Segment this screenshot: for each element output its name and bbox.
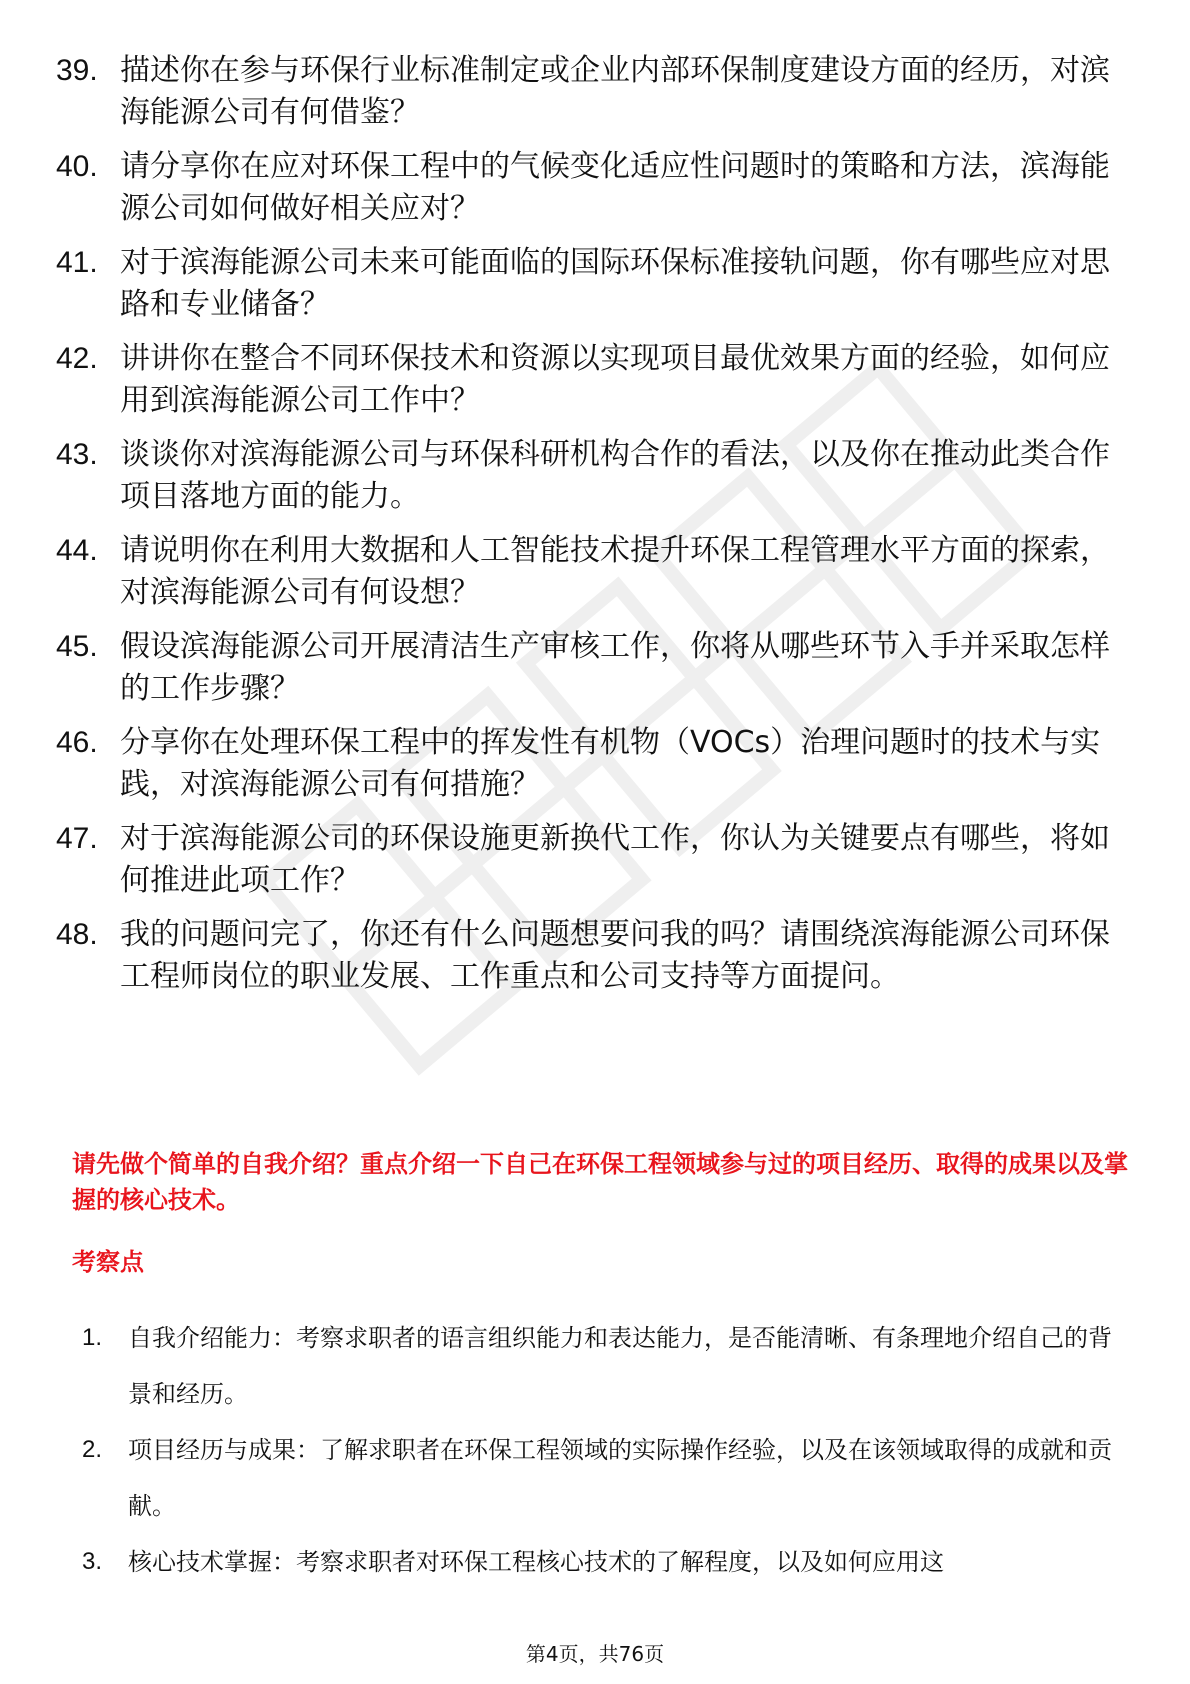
list-item: [56, 242, 1136, 326]
question-text: 讲讲你在整合不同环保技术和资源以实现项目最优效果方面的经验，如何应用到滨海能源公司工作中？: [120, 341, 1110, 418]
question-text: 描述你在参与环保行业标准制定或企业内部环保制度建设方面的经历，对滨海能源公司有何借鉴？: [120, 53, 1110, 130]
point-text: 核心技术掌握：考察求职者对环保工程核心技术的了解程度，以及如何应用这: [128, 1548, 944, 1576]
list-item: [56, 722, 1136, 806]
question-text: 请说明你在利用大数据和人工智能技术提升环保工程管理水平方面的探索，对滨海能源公司有何设想？: [120, 533, 1110, 610]
assessment-points-list: [82, 1310, 1132, 1590]
list-item: [82, 1534, 1132, 1590]
question-number: 43.: [56, 438, 98, 471]
question-text: 请分享你在应对环保工程中的气候变化适应性问题时的策略和方法，滨海能源公司如何做好相关应对？: [120, 149, 1110, 226]
question-text: 分享你在处理环保工程中的挥发性有机物（VOCs）治理问题时的技术与实践，对滨海能源公司有何措施？: [120, 725, 1101, 802]
list-item: [56, 530, 1136, 614]
page-footer: 第4页，共76页: [525, 1642, 665, 1666]
question-number: 48.: [56, 918, 98, 951]
point-number: 1.: [82, 1324, 103, 1351]
question-text: 对于滨海能源公司未来可能面临的国际环保标准接轨问题，你有哪些应对思路和专业储备？: [120, 245, 1110, 322]
question-number: 39.: [56, 54, 98, 87]
list-item: [56, 818, 1136, 902]
list-item: [82, 1310, 1132, 1422]
list-item: [56, 50, 1136, 134]
list-item: [82, 1422, 1132, 1534]
question-number: 47.: [56, 822, 98, 855]
list-item: [56, 146, 1136, 230]
question-number: 44.: [56, 534, 98, 567]
question-number: 41.: [56, 246, 98, 279]
question-number: 40.: [56, 150, 98, 183]
point-number: 2.: [82, 1436, 103, 1463]
list-item: [56, 434, 1136, 518]
list-item: [56, 338, 1136, 422]
question-text: 谈谈你对滨海能源公司与环保科研机构合作的看法，以及你在推动此类合作项目落地方面的能力。: [120, 437, 1110, 514]
self-intro-prompt: 请先做个简单的自我介绍？重点介绍一下自己在环保工程领域参与过的项目经历、取得的成果以及掌握的核心技术。: [72, 1150, 1128, 1214]
question-text: 对于滨海能源公司的环保设施更新换代工作，你认为关键要点有哪些，将如何推进此项工作？: [120, 821, 1110, 898]
question-number: 45.: [56, 630, 98, 663]
question-text: 假设滨海能源公司开展清洁生产审核工作，你将从哪些环节入手并采取怎样的工作步骤？: [120, 629, 1110, 706]
list-item: [56, 626, 1136, 710]
list-item: [56, 914, 1136, 998]
point-text: 项目经历与成果：了解求职者在环保工程领域的实际操作经验，以及在该领域取得的成就和贡献。: [128, 1436, 1112, 1520]
question-text: 我的问题问完了，你还有什么问题想要问我的吗？请围绕滨海能源公司环保工程师岗位的职业发展、工作重点和公司支持等方面提问。: [120, 917, 1110, 994]
point-number: 3.: [82, 1548, 103, 1575]
section-heading: 考察点: [72, 1248, 144, 1276]
question-number: 42.: [56, 342, 98, 375]
question-list: [56, 50, 1136, 1010]
question-number: 46.: [56, 726, 98, 759]
point-text: 自我介绍能力：考察求职者的语言组织能力和表达能力，是否能清晰、有条理地介绍自己的背景和经历。: [128, 1324, 1112, 1408]
